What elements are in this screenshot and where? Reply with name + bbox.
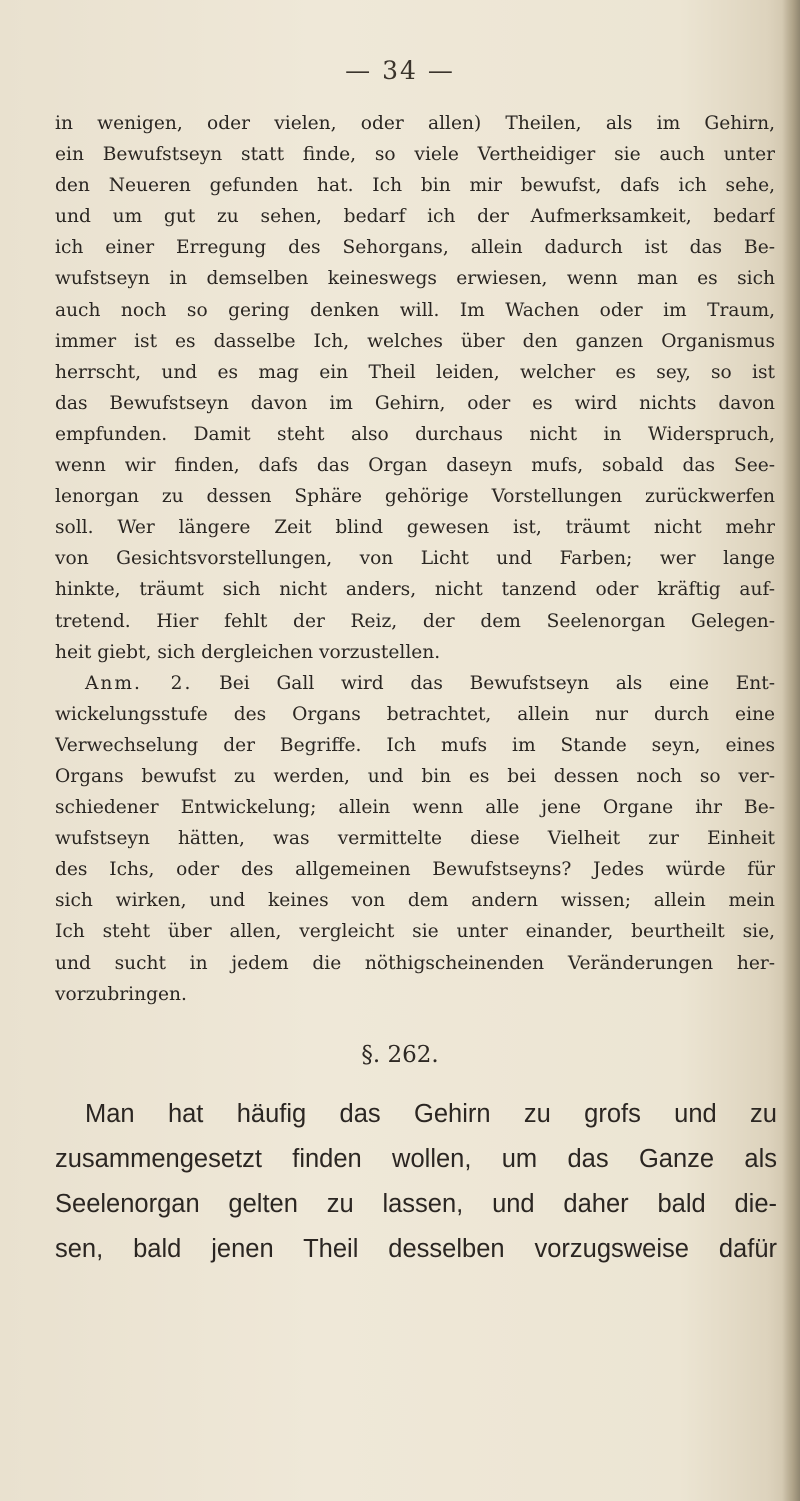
text-line: den Neueren gefunden hat. Ich bin mir bewufst, dafs ich sehe, <box>55 175 775 197</box>
text-line: ich einer Erregung des Sehorgans, allein dadurch ist das Be- <box>55 237 775 259</box>
annotation-first-line <box>55 668 775 699</box>
text-line: Man hat häufig das Gehirn zu grofs und zu <box>85 1100 777 1128</box>
text-line: Seelenorgan gelten zu lassen, und daher bald die- <box>55 1190 777 1218</box>
text-line: von Gesichtsvorstellungen, von Licht und Farben; wer lange <box>55 548 775 570</box>
text-line: sen, bald jenen Theil desselben vorzugsweise dafür <box>55 1235 777 1263</box>
text-line: heit giebt, sich dergleichen vorzustellen. <box>55 641 441 663</box>
page-edge-shadow <box>782 0 800 1501</box>
text-line: des Ichs, oder des allgemeinen Bewufstseyns? Jedes würde für <box>55 859 775 881</box>
text-line: immer ist es dasselbe Ich, welches über den ganzen Organismus <box>55 330 775 352</box>
text-line: und um gut zu sehen, bedarf ich der Aufmerksamkeit, bedarf <box>55 206 775 228</box>
text-line: das Bewufstseyn davon im Gehirn, oder es wird nichts davon <box>55 392 775 414</box>
text-line: soll. Wer längere Zeit blind gewesen ist, träumt nicht mehr <box>55 517 775 539</box>
text-line: wenn wir finden, dafs das Organ daseyn mufs, sobald das See- <box>55 455 775 477</box>
text-line: wufstseyn hätten, was vermittelte diese Vielheit zur Einheit <box>55 828 775 850</box>
text-line: sich wirken, und keines von dem andern wissen; allein mein <box>55 890 775 912</box>
text-line: Verwechselung der Begriffe. Ich mufs im Stande seyn, eines <box>55 734 775 756</box>
text-line: wufstseyn in demselben keineswegs erwiesen, wenn man es sich <box>55 268 775 290</box>
text-line: und sucht in jedem die nöthigscheinenden Veränderungen her- <box>55 952 775 974</box>
text-line: Organs bewufst zu werden, und bin es bei dessen noch so ver- <box>55 765 775 787</box>
text-line: schiedener Entwickelung; allein wenn alle jene Organe ihr Be- <box>55 797 775 819</box>
section-heading: §. 262. <box>361 1042 439 1068</box>
text-line: herrscht, und es mag ein Theil leiden, welcher es sey, so ist <box>55 361 775 383</box>
text-line: hinkte, träumt sich nicht anders, nicht tanzend oder kräftig auf- <box>55 579 775 601</box>
text-line: wickelungsstufe des Organs betrachtet, allein nur durch eine <box>55 703 775 725</box>
body-text <box>55 108 775 1010</box>
section-text <box>55 1092 777 1272</box>
text-line: empfunden. Damit steht also durchaus nicht in Widerspruch, <box>55 423 775 445</box>
page-number: — 34 — <box>345 56 455 85</box>
annotation-text: Bei Gall wird das Bewufstseyn als eine Ent- <box>219 672 775 694</box>
text-line: tretend. Hier fehlt der Reiz, der dem Seelenorgan Gelegen- <box>55 610 775 632</box>
annotation-label: Anm. 2. <box>85 672 193 694</box>
text-line: zusammengesetzt finden wollen, um das Ganze als <box>55 1145 777 1173</box>
text-line: lenorgan zu dessen Sphäre gehörige Vorstellungen zurückwerfen <box>55 486 775 508</box>
text-line: Ich steht über allen, vergleicht sie unter einander, beurtheilt sie, <box>55 921 775 943</box>
text-line: vorzubringen. <box>55 983 187 1005</box>
text-line: ein Bewufstseyn statt finde, so viele Vertheidiger sie auch unter <box>55 144 775 166</box>
text-line: in wenigen, oder vielen, oder allen) Theilen, als im Gehirn, <box>55 113 775 134</box>
text-line: auch noch so gering denken will. Im Wachen oder im Traum, <box>55 299 775 321</box>
